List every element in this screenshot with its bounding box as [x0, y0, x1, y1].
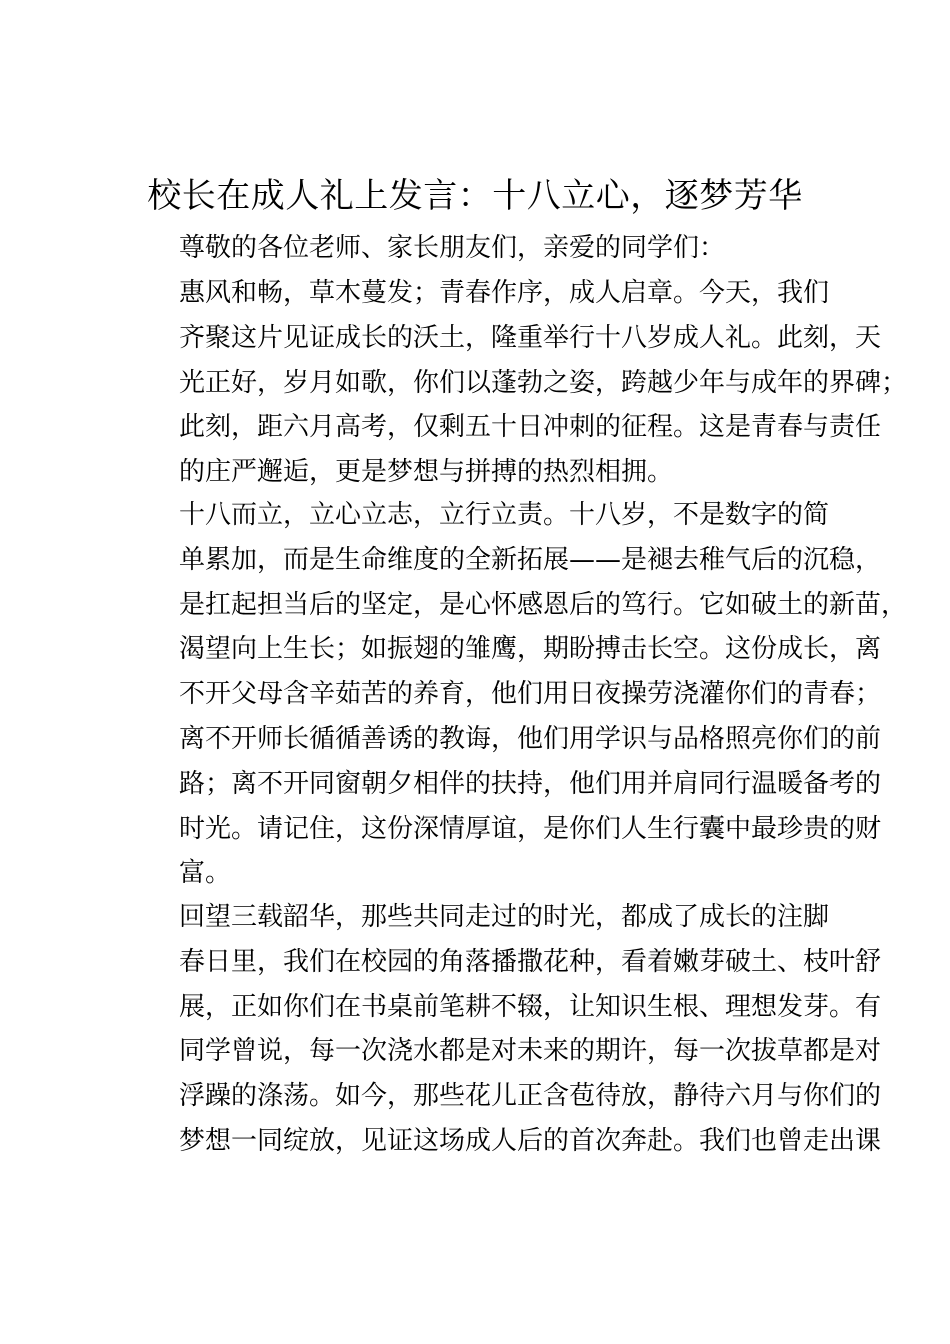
paragraph-line: 展，正如你们在书桌前笔耕不辍，让知识生根、理想发芽。有: [179, 991, 882, 1022]
salutation: 尊敬的各位老师、家长朋友们，亲爱的同学们：: [179, 233, 726, 263]
paragraph-line: 十八而立，立心立志，立行立责。十八岁，不是数字的简: [179, 500, 830, 530]
paragraph-line: 的庄严邂逅，更是梦想与拼搏的热烈相拥。: [179, 457, 674, 488]
paragraph-line: 路；离不开同窗朝夕相伴的扶持，他们用并肩同行温暖备考的: [179, 768, 882, 799]
paragraph-1: [127, 271, 908, 495]
document-title: 校长在成人礼上发言：十八立心，逐梦芳华: [147, 176, 803, 216]
paragraph-line: 梦想一同绽放，见证这场成人后的首次奔赴。我们也曾走出课: [179, 1125, 882, 1156]
paragraph-line: 单累加，而是生命维度的全新拓展——是褪去稚气后的沉稳，: [179, 544, 882, 575]
paragraph-line: 富。: [179, 858, 232, 889]
paragraph-line: 时光。请记住，这份深情厚谊，是你们人生行囊中最珍贵的财: [179, 813, 882, 844]
paragraph-line: 春日里，我们在校园的角落播撒花种，看着嫩芽破土、枝叶舒: [179, 946, 882, 977]
paragraph-line: 齐聚这片见证成长的沃土，隆重举行十八岁成人礼。此刻，天: [179, 322, 882, 353]
paragraph-line: 浮躁的涤荡。如今，那些花儿正含苞待放，静待六月与你们的: [179, 1081, 882, 1112]
paragraph-line: 不开父母含辛茹苦的养育，他们用日夜操劳浇灌你们的青春；: [179, 679, 882, 710]
paragraph-3: [127, 895, 882, 1164]
paragraph-line: 是扛起担当后的坚定，是心怀感恩后的笃行。它如破土的新苗，: [179, 589, 908, 620]
paragraph-line: 回望三载韶华，那些共同走过的时光，都成了成长的注脚: [179, 902, 830, 932]
paragraph-line: 同学曾说，每一次浇水都是对未来的期许，每一次拔草都是对: [179, 1036, 882, 1067]
paragraph-2: [127, 493, 908, 896]
paragraph-line: 离不开师长循循善诱的教诲，他们用学识与品格照亮你们的前: [179, 723, 882, 754]
paragraph-line: 光正好，岁月如歌，你们以蓬勃之姿，跨越少年与成年的界碑；: [179, 367, 908, 398]
paragraph-line: 惠风和畅，草木蔓发；青春作序，成人启章。今天，我们: [179, 278, 830, 308]
paragraph-line: 渴望向上生长；如振翅的雏鹰，期盼搏击长空。这份成长，离: [179, 634, 882, 665]
paragraph-line: 此刻，距六月高考，仅剩五十日冲刺的征程。这是青春与责任: [179, 412, 882, 443]
